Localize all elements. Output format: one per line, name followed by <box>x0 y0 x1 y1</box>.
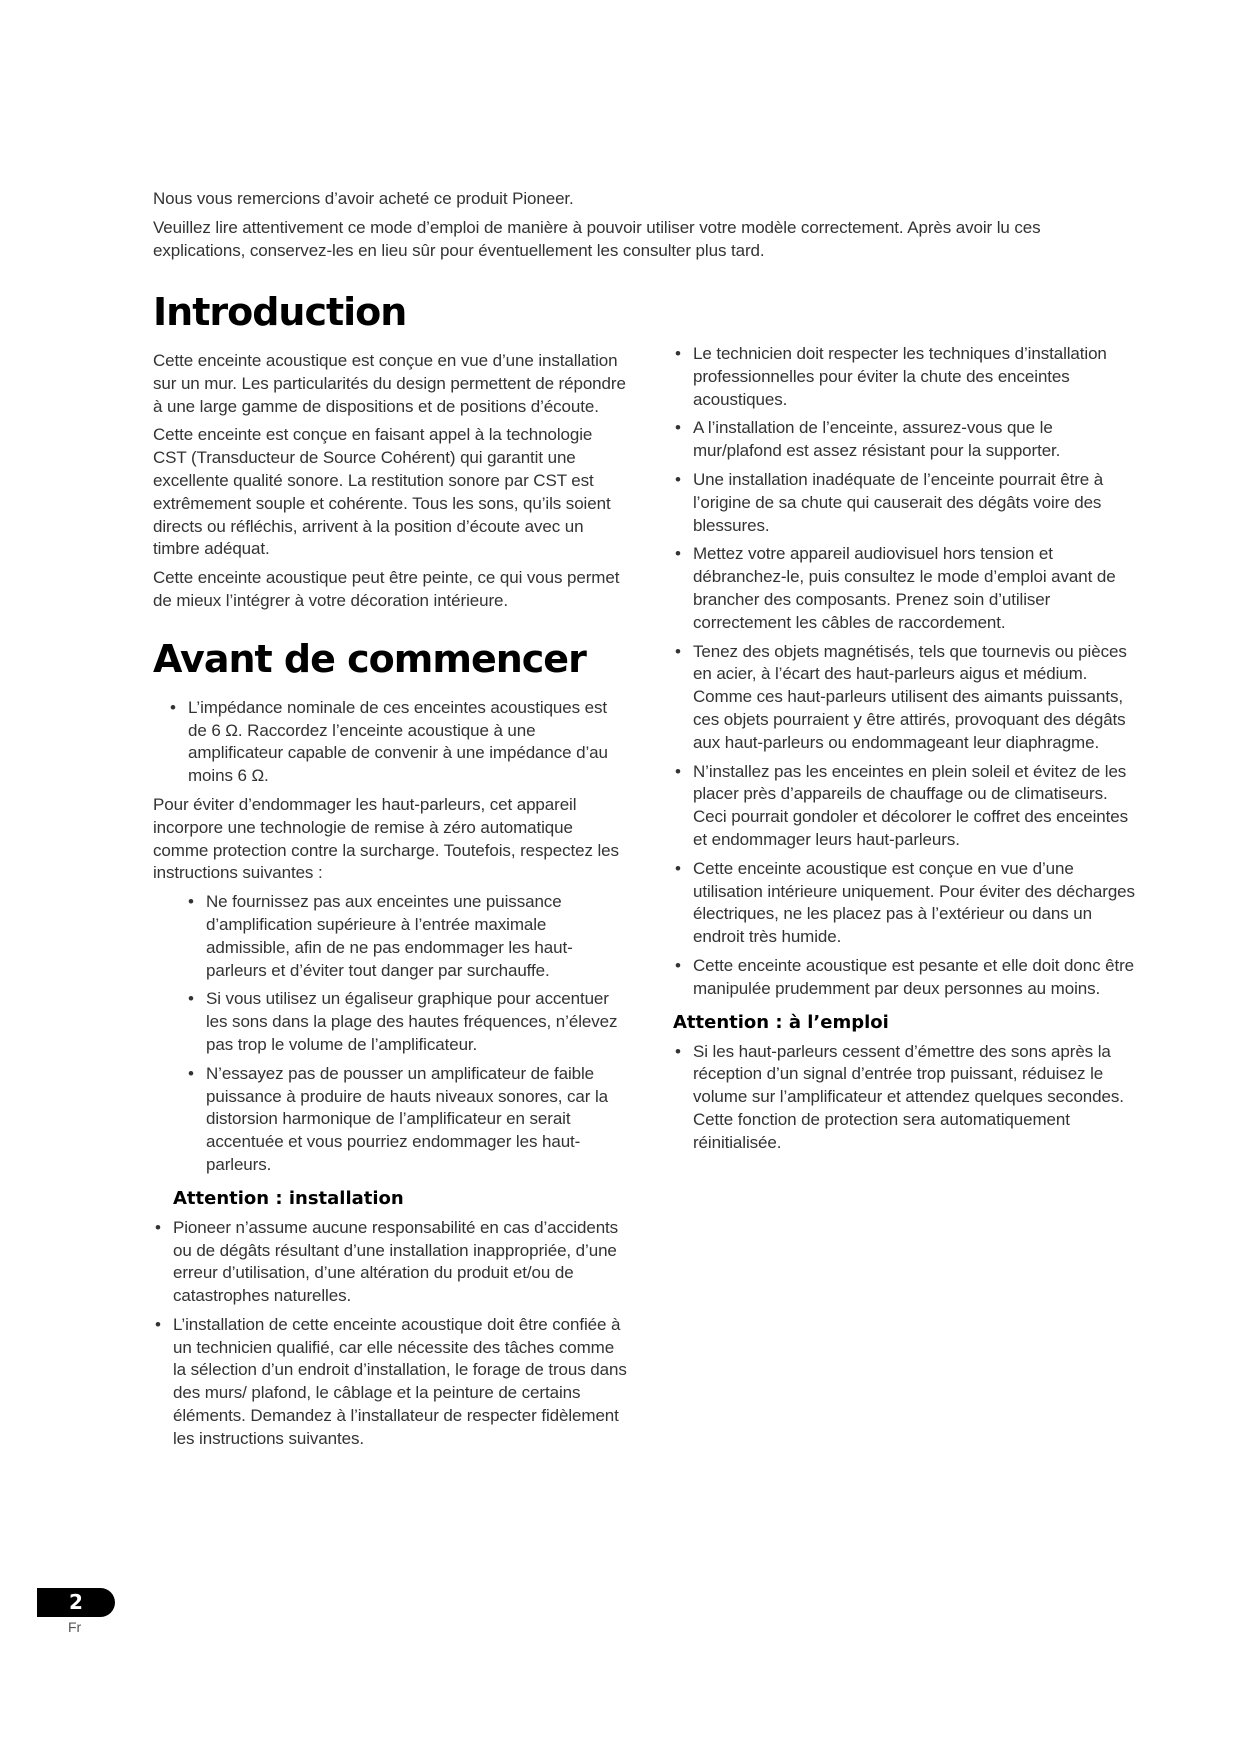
list-item: • A l’installation de l’enceinte, assurez-vous que le mur/plafond est assez résistant pour la supporter. <box>673 417 1143 463</box>
list-item: • Si les haut-parleurs cessent d’émettre des sons après la réception d’un signal d’entrée trop puissant, réduisez le volume sur l’amplificateur et attendez quelques secondes. Cette fonction de protection sera automatiquement réinitialisée. <box>673 1041 1143 1155</box>
left-column <box>153 288 628 1457</box>
paragraph: Cette enceinte est conçue en faisant appel à la technologie CST (Transducteur de Source Cohérent) qui garantit une excellente qualité sonore. La restitution sonore par CST est extrêmement souple et cohérente. Tous les sons, qu’ils soient directs ou réfléchis, arrivent à la position d’écoute avec un timbre adéquat. <box>153 425 611 559</box>
paragraph: Cette enceinte acoustique est conçue en vue d’une installation sur un mur. Les particularités du design permettent de répondre à une large gamme de dispositions et de positions d’écoute. <box>153 351 626 416</box>
list-item: • L’installation de cette enceinte acoustique doit être confiée à un technicien qualifié, car elle nécessite des tâches comme la sélection d’un endroit d’installation, le forage de trous dans des murs/ plafond, le câblage et la peinture de certains éléments. Demandez à l’installateur de respecter fidèlement les instructions suivantes. <box>153 1314 628 1451</box>
language-label: Fr <box>68 1619 82 1635</box>
list-item: • Ne fournissez pas aux enceintes une puissance d’amplification supérieure à l’entrée maximale admissible, afin de ne pas endommager les haut-parleurs et d’éviter tout danger par surchauffe. <box>186 891 628 982</box>
avant-heading: Avant de commencer <box>153 636 586 681</box>
list-item: • Si vous utilisez un égaliseur graphique pour accentuer les sons dans la plage des hautes fréquences, n’élevez pas trop le volume de l’amplificateur. <box>186 988 628 1056</box>
introduction-heading: Introduction <box>153 290 407 334</box>
paragraph: Pour éviter d’endommager les haut-parleurs, cet appareil incorpore une technologie de remise à zéro automatique comme protection contre la surcharge. Toutefois, respectez les instructions suivantes : <box>153 794 619 883</box>
right-column <box>673 343 1143 1161</box>
list-item: • N’essayez pas de pousser un amplificateur de faible puissance à produire de hauts niveaux sonores, car la distorsion harmonique de l’amplificateur en serait accentuée et vous pourriez endommager les haut-parleurs. <box>186 1063 628 1177</box>
list-item: • Le technicien doit respecter les techniques d’installation professionnelles pour éviter la chute des enceintes acoustiques. <box>673 343 1143 411</box>
list-item: • Mettez votre appareil audiovisuel hors tension et débranchez-le, puis consultez le mode d’emploi avant de brancher des composants. Prenez soin d’utiliser correctement les câbles de raccordement. <box>673 543 1143 634</box>
list-item: • Cette enceinte acoustique est conçue en vue d’une utilisation intérieure uniquement. Pour éviter des décharges électriques, ne les placez pas à l’extérieur ou dans un endroit très humide. <box>673 858 1143 949</box>
installation-heading: Attention : installation <box>173 1187 404 1209</box>
page-number-badge: 2 <box>37 1588 115 1617</box>
list-item: • Tenez des objets magnétisés, tels que tournevis ou pièces en acier, à l’écart des haut-parleurs aigus et médium. Comme ces haut-parleurs utilisent des aimants puissants, ces objets pourraient y être attirés, provoquant des dégâts aux haut-parleurs ou endommageant leur diaphragme. <box>673 641 1143 755</box>
list-item: • L’impédance nominale de ces enceintes acoustiques est de 6 Ω. Raccordez l’enceinte acoustique à une amplificateur capable de convenir à une impédance d’au moins 6 Ω. <box>168 697 628 788</box>
list-item: • N’installez pas les enceintes en plein soleil et évitez de les placer près d’appareils de chauffage ou de climatiseurs. Ceci pourrait gondoler et décolorer le coffret des enceintes et endommager leurs haut-parleurs. <box>673 761 1143 852</box>
intro-paragraph: Nous vous remercions d’avoir acheté ce produit Pioneer. <box>153 189 574 208</box>
list-item: • Cette enceinte acoustique est pesante et elle doit donc être manipulée prudemment par deux personnes au moins. <box>673 955 1143 1001</box>
list-item: • Pioneer n’assume aucune responsabilité en cas d’accidents ou de dégâts résultant d’une installation inappropriée, d’une erreur d’utilisation, d’une altération du produit et/ou de catastrophes naturelles. <box>153 1217 628 1308</box>
paragraph: Cette enceinte acoustique peut être peinte, ce qui vous permet de mieux l’intégrer à votre décoration intérieure. <box>153 568 620 610</box>
emploi-heading: Attention : à l’emploi <box>673 1011 889 1033</box>
intro-text <box>153 188 1133 268</box>
list-item: • Une installation inadéquate de l’enceinte pourrait être à l’origine de sa chute qui causerait des dégâts voire des blessures. <box>673 469 1143 537</box>
intro-paragraph: Veuillez lire attentivement ce mode d’emploi de manière à pouvoir utiliser votre modèle correctement. Après avoir lu ces explications, conservez-les en lieu sûr pour éventuellement les consulter plus tard. <box>153 217 1041 260</box>
